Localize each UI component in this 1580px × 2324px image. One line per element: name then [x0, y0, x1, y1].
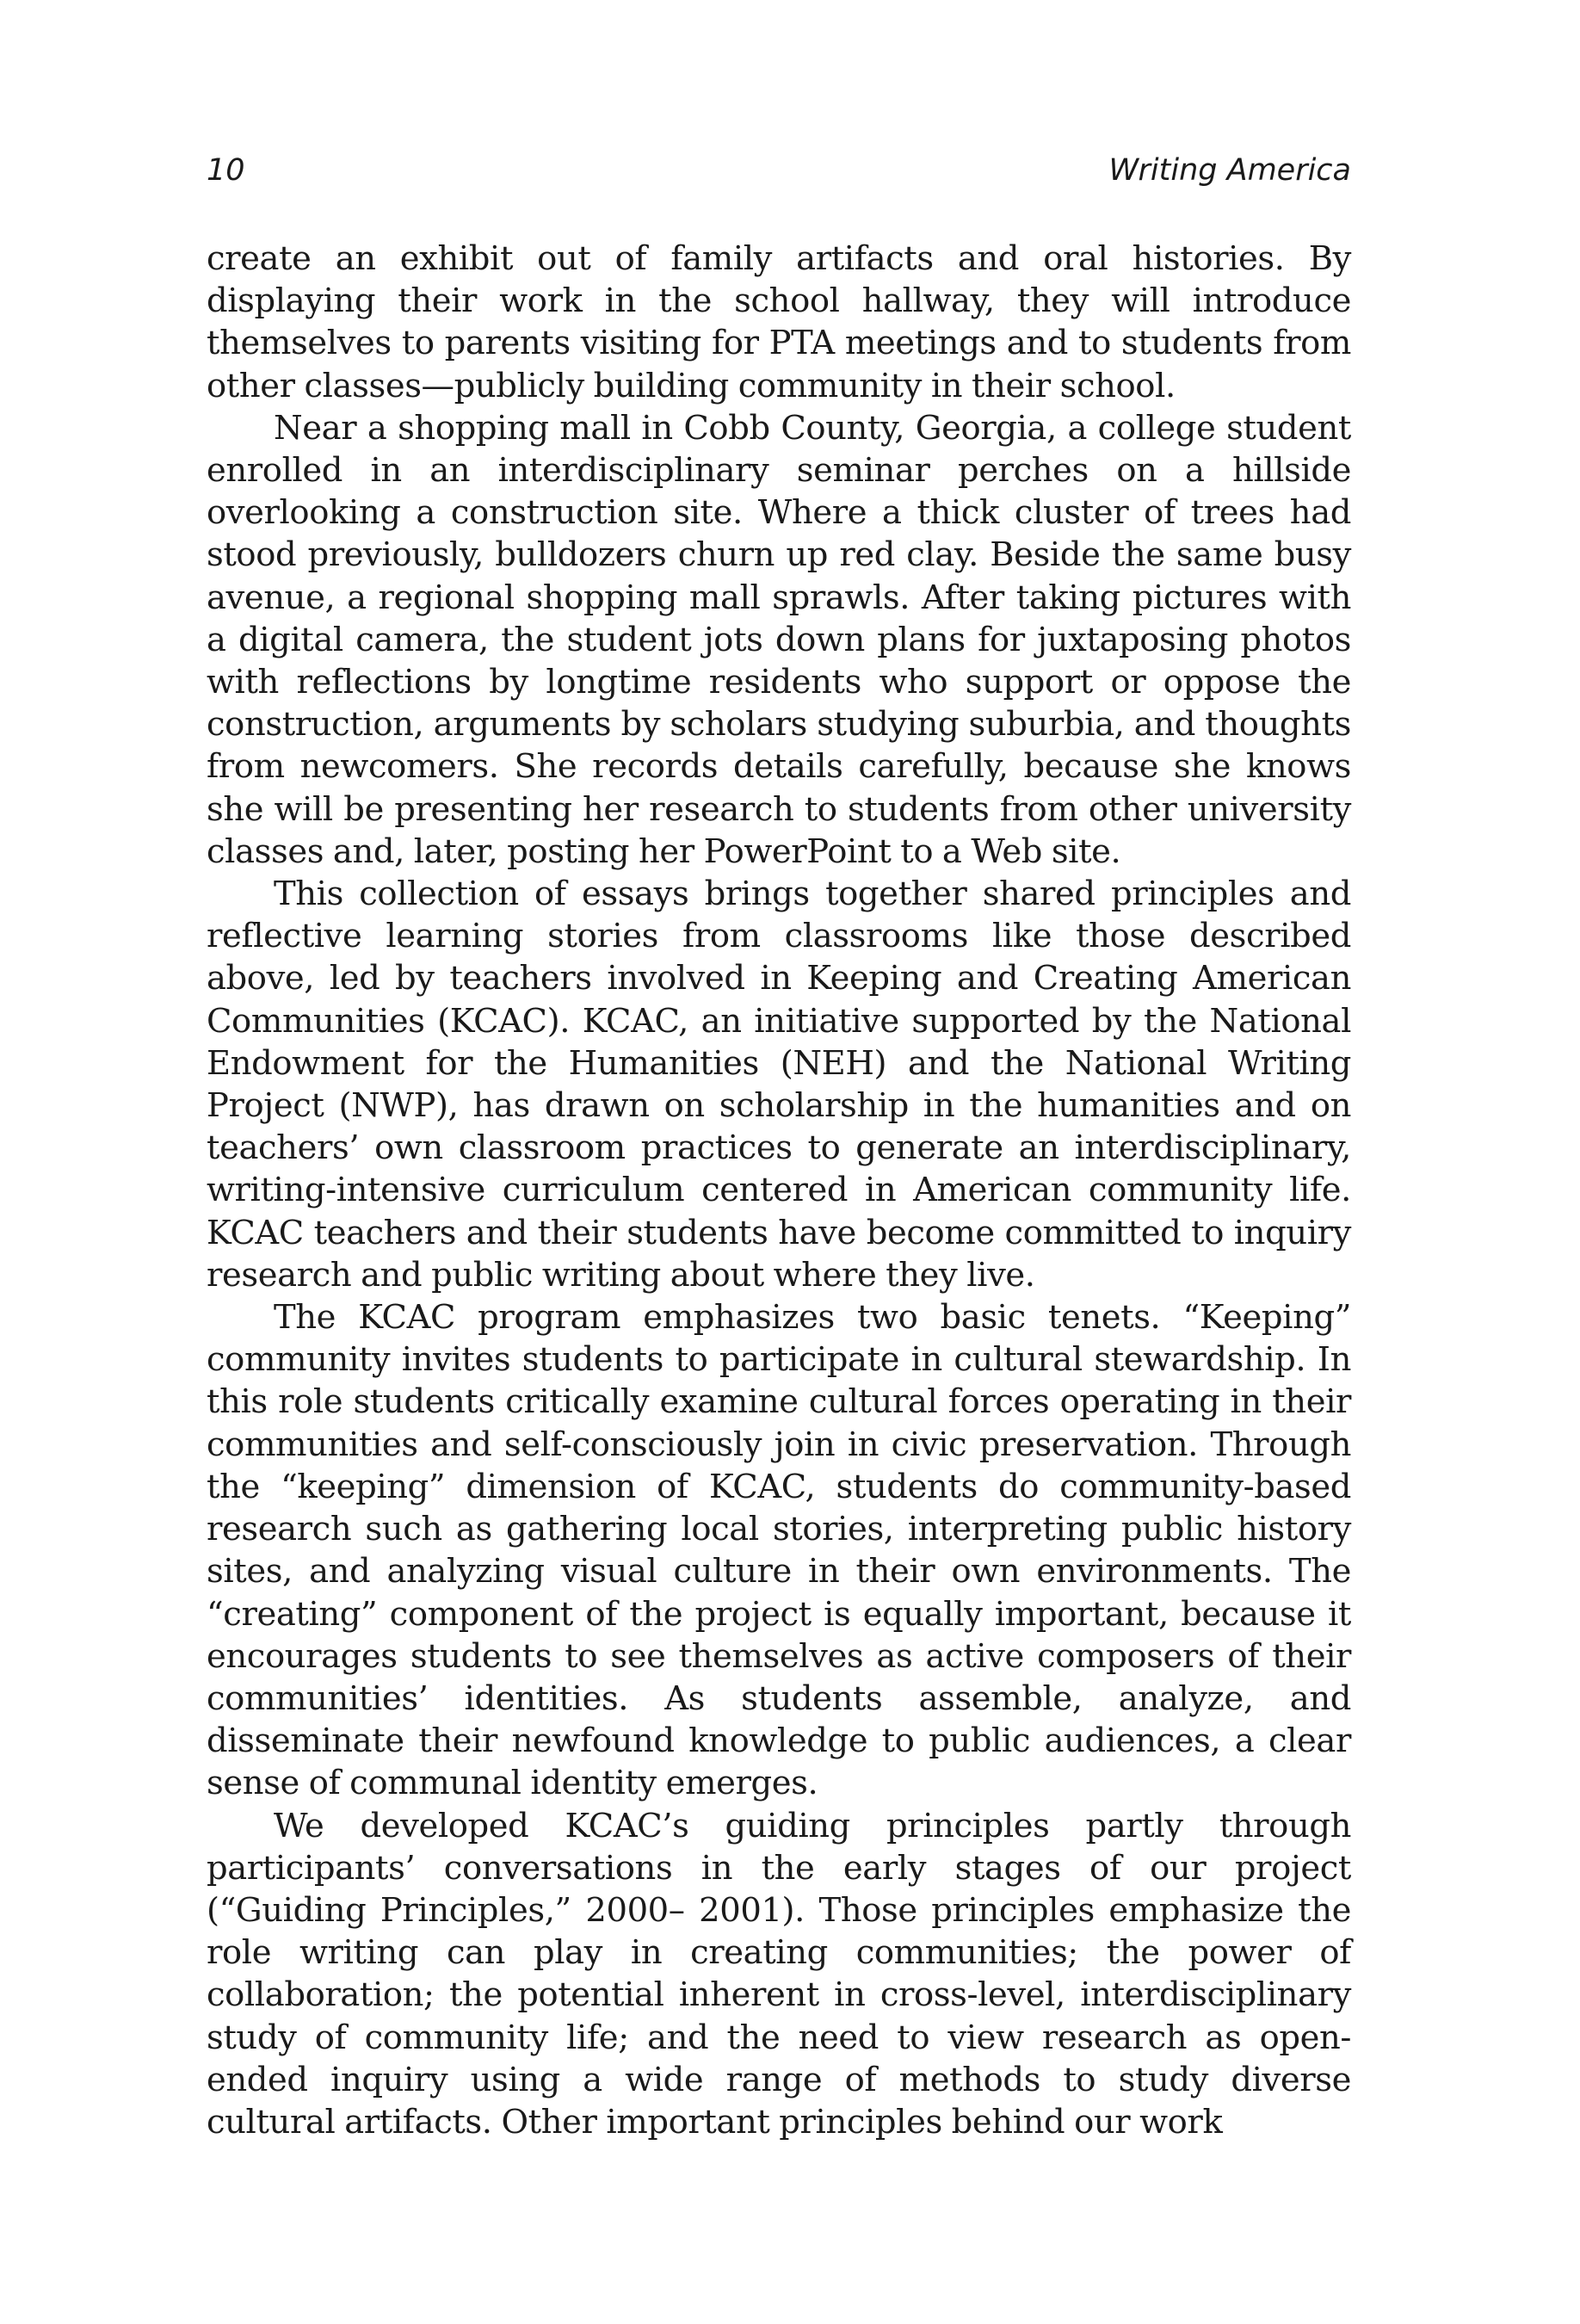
paragraph-guiding-principles: We developed KCAC’s guiding principles partly through participants’ conversations in the early stages of our project (“Guiding Principles,” 2000– 2001). Those principles emphasize the role writing can play in creating communities; the power of collaboration; the potential inherent in cross-level, interdisciplinary study of community life; and the need to view research as open-ended inquiry using a wide range of methods to study diverse cultural artifacts. Other important principles behind our work	[207, 1806, 1351, 2142]
body-text	[207, 238, 1351, 2143]
page-number: 10	[207, 153, 245, 188]
running-head	[207, 153, 1351, 191]
paragraph-collection-intro: This collection of essays brings together shared principles and reflective learning stories from classrooms like those described above, led by teachers involved in Keeping and Creating American Communities (KCAC). KCAC, an initiative supported by the National Endowment for the Humanities (NEH) and the National Writing Project (NWP), has drawn on scholarship in the humanities and on teachers’ own classroom practices to generate an interdisciplinary, writing-intensive curriculum centered in American community life. KCAC teachers and their students have become committed to inquiry research and public writing about where they live.	[207, 875, 1351, 1295]
paragraph-continuation: create an exhibit out of family artifacts and oral histories. By displaying their work in the school hallway, they will introduce themselves to parents visiting for PTA meetings and to students from other classes—publicly building community in their school.	[207, 239, 1351, 405]
paragraph-kcac-tenets: The KCAC program emphasizes two basic tenets. “Keeping” community invites students to participate in cultural stewardship. In this role students critically examine cultural forces operating in their communities and self-consciously join in civic preservation. Through the “keeping” dimension of KCAC, students do community-based research such as gathering local stories, interpreting public history sites, and analyzing visual culture in their own environments. The “creating” component of the project is equally important, because it encourages students to see themselves as active composers of their communities’ identities. As students assemble, analyze, and disseminate their newfound knowledge to public audiences, a clear sense of communal identity emerges.	[207, 1298, 1351, 1803]
book-title: Writing America	[1108, 153, 1351, 188]
paragraph-cobb-county: Near a shopping mall in Cobb County, Georgia, a college student enrolled in an interdisciplinary seminar perches on a hillside overlooking a construction site. Where a thick cluster of trees had stood previously, bulldozers churn up red clay. Beside the same busy avenue, a regional shopping mall sprawls. After taking pictures with a digital camera, the student jots down plans for juxtaposing photos with reflections by longtime residents who support or oppose the construction, arguments by scholars studying suburbia, and thoughts from newcomers. She records details carefully, because she knows she will be presenting her research to students from other university classes and, later, posting her PowerPoint to a Web site.	[207, 408, 1351, 871]
